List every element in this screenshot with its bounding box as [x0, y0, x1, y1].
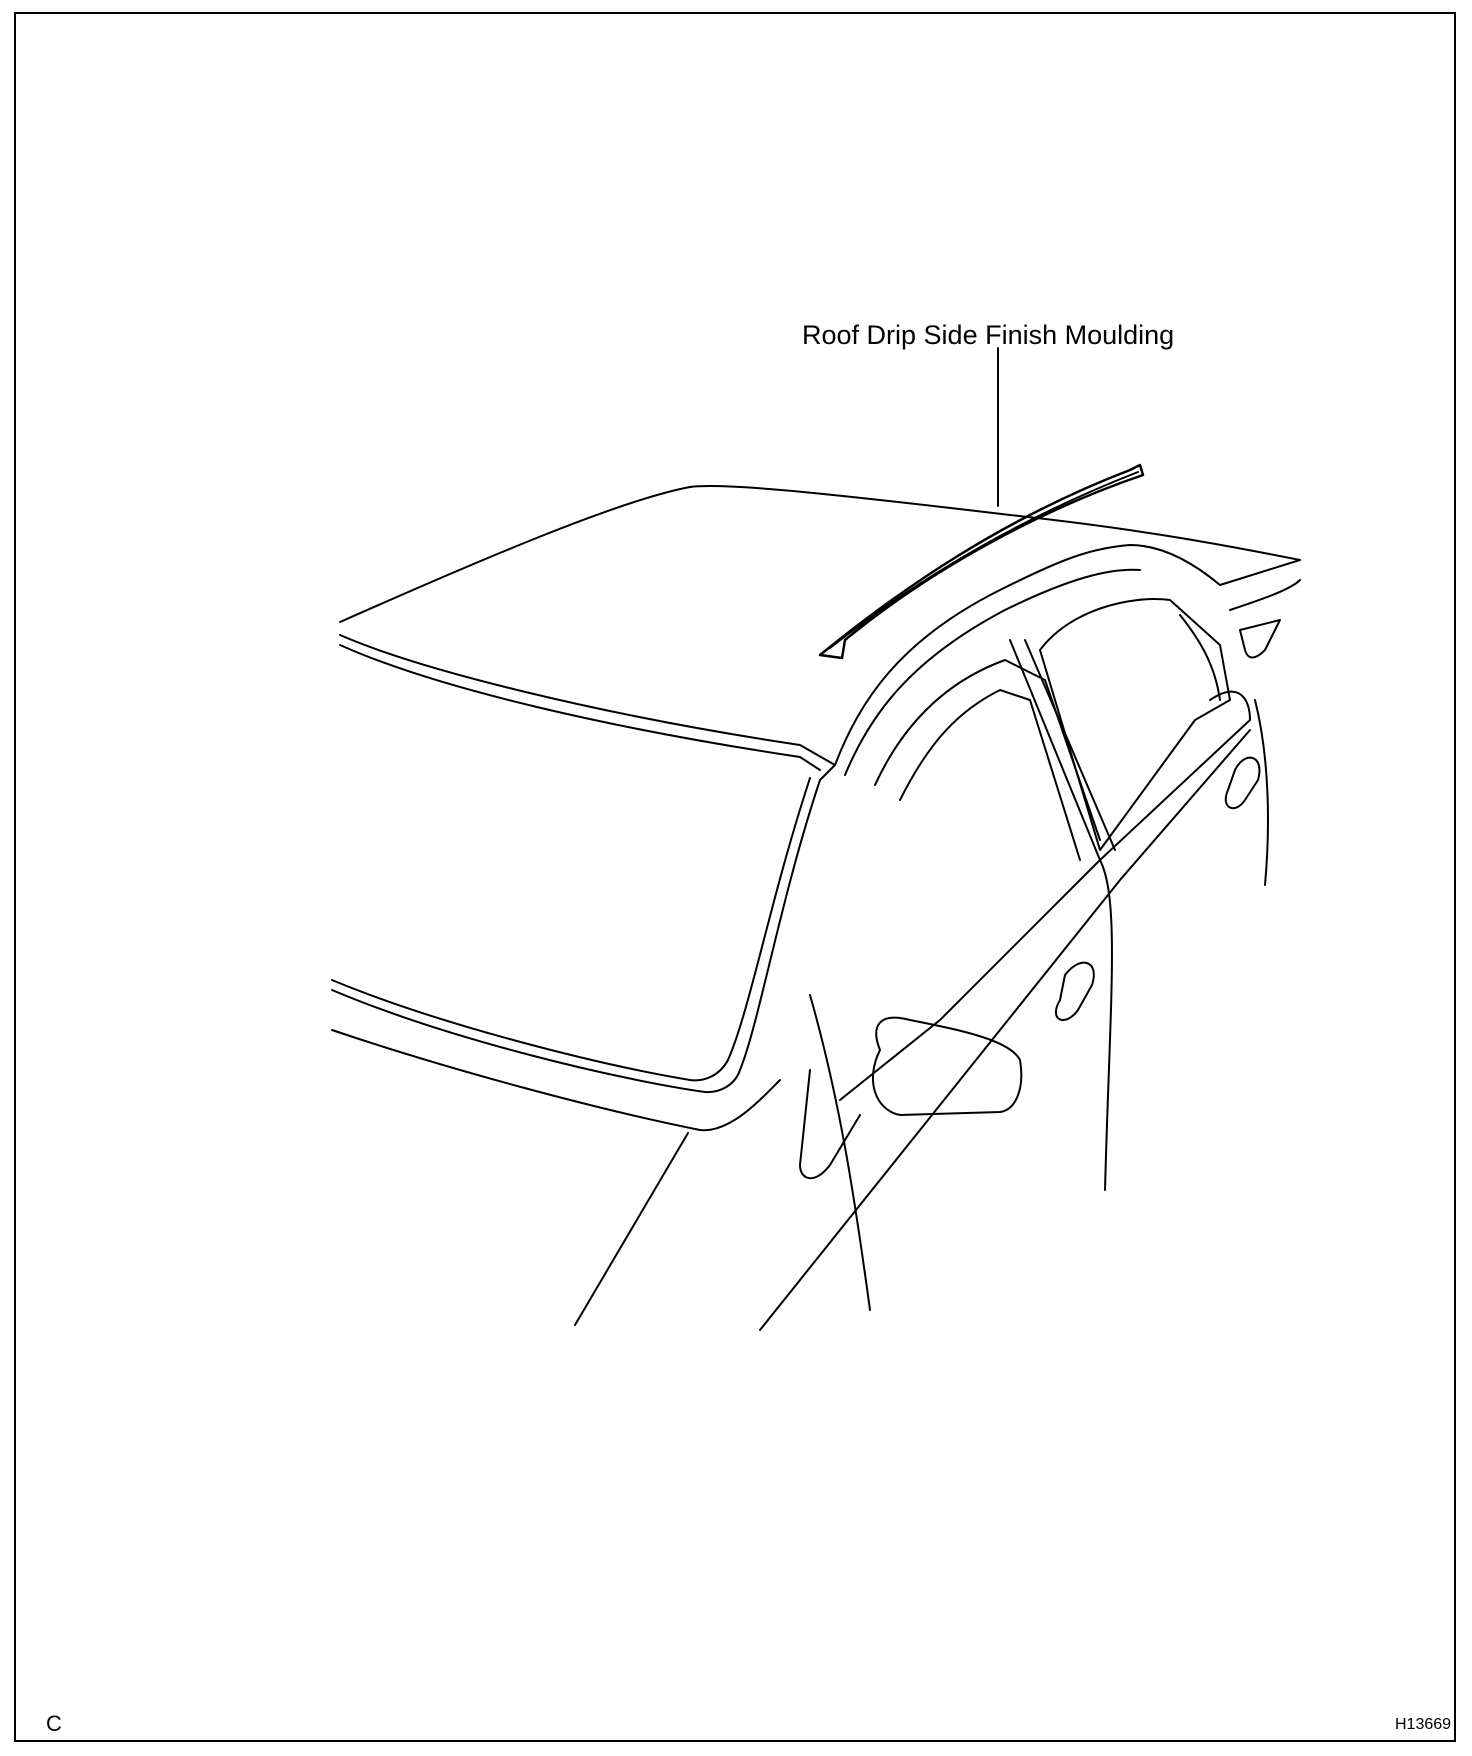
roof-outline	[340, 486, 1300, 622]
mirror-mount	[800, 1070, 860, 1178]
belt-line	[840, 692, 1250, 1100]
rear-roof-edge-inner	[340, 645, 820, 770]
rear-lamp	[1240, 620, 1280, 658]
moulding-part	[820, 465, 1143, 658]
windshield-frame	[332, 765, 835, 1092]
front-door-edge	[810, 995, 870, 1310]
b-pillar	[1010, 640, 1115, 860]
rear-window	[1040, 599, 1230, 850]
door-rear-edge	[1255, 700, 1268, 885]
hood-line	[332, 1030, 780, 1130]
figure-id: H13669	[1395, 1716, 1452, 1733]
front-fender-line	[575, 1133, 688, 1325]
trunk-edge	[1220, 560, 1300, 610]
windshield-inner	[332, 778, 810, 1080]
rear-door-handle	[1226, 758, 1260, 809]
rear-door-edge	[1100, 860, 1112, 1190]
corner-code: C	[46, 1711, 62, 1736]
front-door-handle	[1056, 963, 1094, 1020]
rear-roof-edge	[340, 635, 835, 765]
front-window-inner	[900, 690, 1080, 860]
a-pillar-outer	[835, 545, 1220, 765]
callout-label: Roof Drip Side Finish Moulding	[802, 320, 1175, 350]
door-lower	[760, 730, 1250, 1330]
